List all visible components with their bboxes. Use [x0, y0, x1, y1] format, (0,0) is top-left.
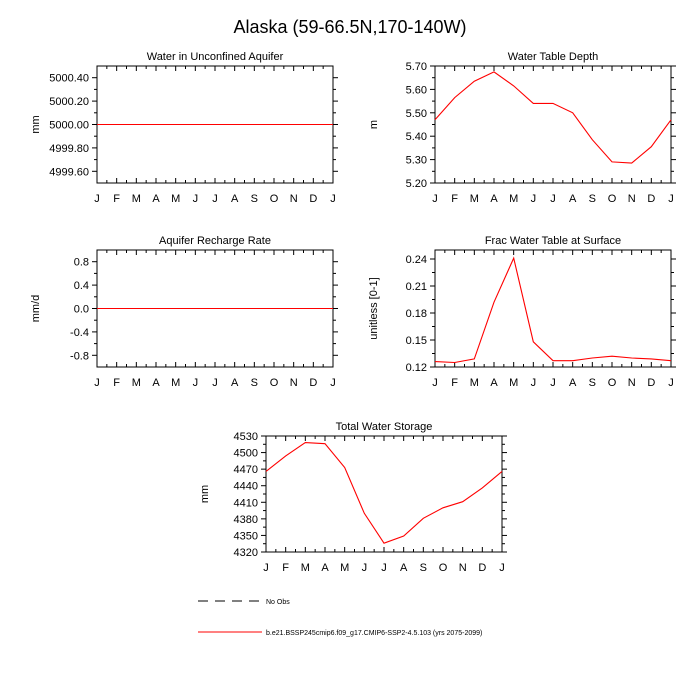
x-tick-label: J	[668, 193, 674, 205]
x-tick-label: J	[668, 377, 674, 389]
panel-title: Water in Unconfined Aquifer	[146, 51, 284, 63]
x-tick-label: A	[568, 377, 577, 389]
x-tick-label: M	[469, 193, 479, 205]
x-tick-label: J	[550, 193, 556, 205]
x-tick-label: F	[451, 193, 459, 205]
x-tick-label: A	[230, 377, 239, 389]
x-tick-label: J	[550, 377, 556, 389]
panel-title: Water Table Depth	[507, 51, 599, 63]
x-tick-label: J	[212, 193, 218, 205]
x-tick-label: J	[94, 193, 100, 205]
y-tick-label: 5.70	[405, 61, 427, 73]
y-tick-label: 4500	[233, 447, 258, 460]
x-tick-label: O	[607, 193, 617, 205]
x-tick-label: O	[269, 193, 279, 205]
x-tick-label: D	[647, 377, 656, 389]
y-tick-label: 0.21	[405, 281, 427, 293]
plot-frame	[435, 250, 671, 367]
y-tick-label: 4999.60	[49, 166, 89, 179]
y-tick-label: 0.0	[73, 303, 89, 316]
x-tick-label: J	[432, 377, 438, 389]
x-tick-label: J	[212, 377, 218, 389]
x-tick-label: M	[131, 193, 141, 205]
x-tick-label: N	[458, 562, 467, 574]
y-tick-label: 4410	[233, 497, 258, 510]
x-tick-label: M	[171, 377, 181, 389]
panel-title: Aquifer Recharge Rate	[159, 235, 271, 247]
y-tick-label: 5.60	[405, 84, 427, 97]
y-tick-label: 0.24	[405, 254, 427, 266]
y-tick-label: 5000.00	[49, 119, 89, 132]
y-tick-label: 4350	[233, 530, 258, 543]
y-tick-label: -0.4	[70, 326, 89, 339]
y-axis-label: unitless [0-1]	[368, 277, 380, 340]
x-tick-label: J	[330, 377, 336, 389]
plot-frame	[266, 436, 502, 552]
x-tick-label: A	[152, 193, 160, 205]
panel-2	[30, 235, 338, 389]
x-tick-label: J	[361, 562, 368, 574]
y-axis-label: mm	[199, 484, 211, 504]
legend-label-model: b.e21.BSSP245cmip6.f09_g17.CMIP6-SSP2-4.5.103 (yrs 2075-2099)	[266, 630, 483, 637]
x-tick-label: A	[490, 377, 498, 389]
x-tick-label: N	[627, 377, 636, 389]
x-tick-label: M	[509, 193, 519, 205]
x-tick-label: A	[152, 377, 160, 389]
data-line	[435, 72, 671, 163]
x-tick-label: J	[530, 377, 537, 389]
x-tick-label: F	[113, 193, 121, 205]
y-axis-label: mm/d	[30, 294, 42, 323]
y-tick-label: 4530	[233, 431, 258, 443]
x-tick-label: J	[530, 193, 537, 205]
x-tick-label: A	[568, 193, 577, 205]
x-tick-label: J	[263, 562, 269, 574]
plot-frame	[435, 66, 671, 183]
y-tick-label: 5.20	[405, 178, 427, 190]
panel-0	[30, 51, 338, 205]
x-tick-label: M	[171, 193, 181, 205]
y-tick-label: 4440	[233, 480, 258, 493]
x-tick-label: S	[588, 193, 597, 205]
x-tick-label: J	[94, 377, 100, 389]
x-tick-label: M	[340, 562, 350, 574]
y-tick-label: 5.50	[405, 107, 427, 120]
x-tick-label: F	[451, 377, 459, 389]
x-tick-label: O	[438, 562, 448, 574]
panel-4	[199, 421, 507, 574]
figure-title: Alaska (59-66.5N,170-140W)	[233, 17, 467, 37]
panel-title: Frac Water Table at Surface	[484, 235, 622, 247]
legend-label-no-obs: No Obs	[266, 599, 290, 606]
x-tick-label: J	[381, 562, 387, 574]
panels	[30, 51, 676, 574]
x-tick-label: J	[432, 193, 438, 205]
legend	[198, 599, 482, 637]
x-tick-label: M	[509, 377, 519, 389]
y-tick-label: -0.8	[70, 350, 89, 363]
panel-title: Total Water Storage	[335, 421, 433, 433]
x-tick-label: S	[250, 377, 259, 389]
x-tick-label: J	[192, 377, 199, 389]
y-tick-label: 4380	[233, 513, 258, 526]
x-tick-label: M	[300, 562, 310, 574]
y-tick-label: 0.12	[405, 362, 427, 374]
y-tick-label: 5000.40	[49, 72, 89, 85]
x-tick-label: O	[607, 377, 617, 389]
x-tick-label: J	[192, 193, 199, 205]
x-tick-label: M	[131, 377, 141, 389]
data-line	[435, 258, 671, 362]
x-tick-label: D	[309, 377, 318, 389]
data-line	[266, 443, 502, 544]
y-tick-label: 4320	[233, 547, 258, 559]
x-tick-label: D	[647, 193, 656, 205]
x-tick-label: S	[250, 193, 259, 205]
x-tick-label: M	[469, 377, 479, 389]
y-tick-label: 4999.80	[49, 142, 89, 155]
y-tick-label: 0.8	[73, 256, 89, 269]
x-tick-label: A	[490, 193, 498, 205]
y-tick-label: 4470	[233, 464, 258, 477]
x-tick-label: D	[478, 562, 487, 574]
x-tick-label: J	[499, 562, 505, 574]
panel-3	[368, 235, 676, 389]
y-axis-label: m	[368, 119, 380, 130]
x-tick-label: F	[113, 377, 121, 389]
x-tick-label: F	[282, 562, 290, 574]
x-tick-label: J	[330, 193, 336, 205]
x-tick-label: O	[269, 377, 279, 389]
x-tick-label: S	[588, 377, 597, 389]
y-tick-label: 0.4	[73, 280, 89, 293]
x-tick-label: A	[321, 562, 329, 574]
panel-1	[368, 51, 676, 205]
y-tick-label: 5000.20	[49, 96, 89, 109]
x-tick-label: N	[289, 193, 298, 205]
x-tick-label: N	[627, 193, 636, 205]
y-tick-label: 0.15	[405, 335, 427, 347]
x-tick-label: A	[230, 193, 239, 205]
y-axis-label: mm	[30, 115, 42, 134]
x-tick-label: A	[399, 562, 408, 574]
y-tick-label: 0.18	[405, 308, 427, 320]
x-tick-label: S	[419, 562, 428, 574]
x-tick-label: D	[309, 193, 318, 205]
x-tick-label: N	[289, 377, 298, 389]
y-tick-label: 5.30	[405, 154, 427, 167]
y-tick-label: 5.40	[405, 131, 427, 144]
